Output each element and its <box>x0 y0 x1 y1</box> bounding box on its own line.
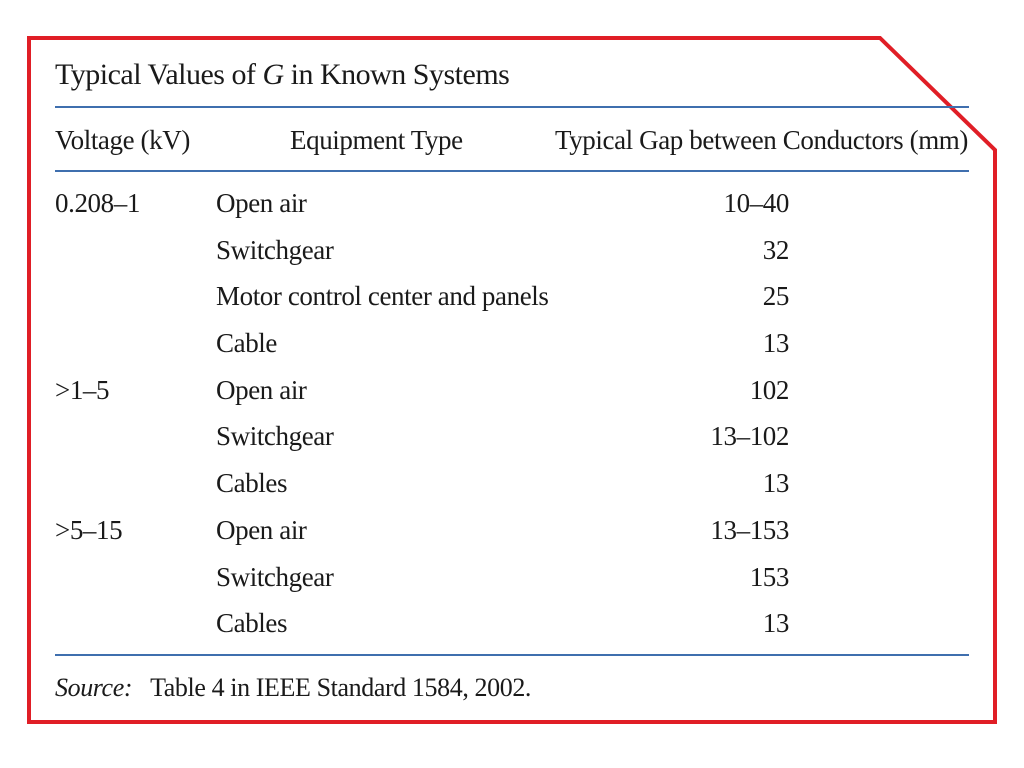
cell-equipment: Cables <box>216 608 288 639</box>
cell-voltage: >5–15 <box>55 514 123 545</box>
cell-gap: 32 <box>762 234 789 265</box>
cell-equipment: Motor control center and panels <box>216 281 549 312</box>
cell-equipment: Open air <box>216 374 307 405</box>
table-row <box>55 326 969 373</box>
title-variable: G <box>262 58 284 91</box>
cell-gap: 102 <box>749 374 789 405</box>
cell-gap: 13–153 <box>710 514 789 545</box>
cell-gap: 10–40 <box>723 188 789 218</box>
table-row <box>55 373 969 420</box>
column-header-voltage: Voltage (kV) <box>55 125 190 155</box>
title-suffix: in Known Systems <box>283 58 510 91</box>
table-row <box>55 186 969 233</box>
cell-gap: 25 <box>762 281 789 312</box>
table-row <box>55 233 969 280</box>
title-prefix: Typical Values of <box>55 58 263 91</box>
cell-equipment: Cable <box>216 328 277 359</box>
table-body <box>55 186 969 653</box>
title-rule <box>55 106 969 108</box>
source-note <box>55 672 531 704</box>
table-row <box>55 606 969 653</box>
cell-equipment: Open air <box>216 188 307 218</box>
table-title <box>55 57 509 93</box>
cell-gap: 153 <box>749 561 789 592</box>
cell-gap: 13 <box>762 328 789 359</box>
cell-equipment: Switchgear <box>216 561 334 592</box>
table-row <box>55 419 969 466</box>
cell-equipment: Switchgear <box>216 421 334 452</box>
table-row <box>55 513 969 560</box>
table-row <box>55 279 969 326</box>
cell-gap: 13 <box>762 468 789 499</box>
cell-gap: 13–102 <box>710 421 789 452</box>
cell-equipment: Open air <box>216 514 307 545</box>
table-row <box>55 466 969 513</box>
header-rule <box>55 170 969 172</box>
cell-voltage: 0.208–1 <box>55 188 140 218</box>
source-text: Table 4 in IEEE Standard 1584, 2002. <box>150 673 532 702</box>
source-label: Source: <box>55 673 133 702</box>
cell-equipment: Switchgear <box>216 234 334 265</box>
column-header-gap: Typical Gap between Conductors (mm) <box>555 125 968 155</box>
column-header-equipment: Equipment Type <box>290 125 463 155</box>
table-row <box>55 560 969 607</box>
cell-equipment: Cables <box>216 468 288 499</box>
cell-voltage: >1–5 <box>55 374 110 405</box>
cell-gap: 13 <box>762 608 789 639</box>
footer-rule <box>55 654 969 656</box>
